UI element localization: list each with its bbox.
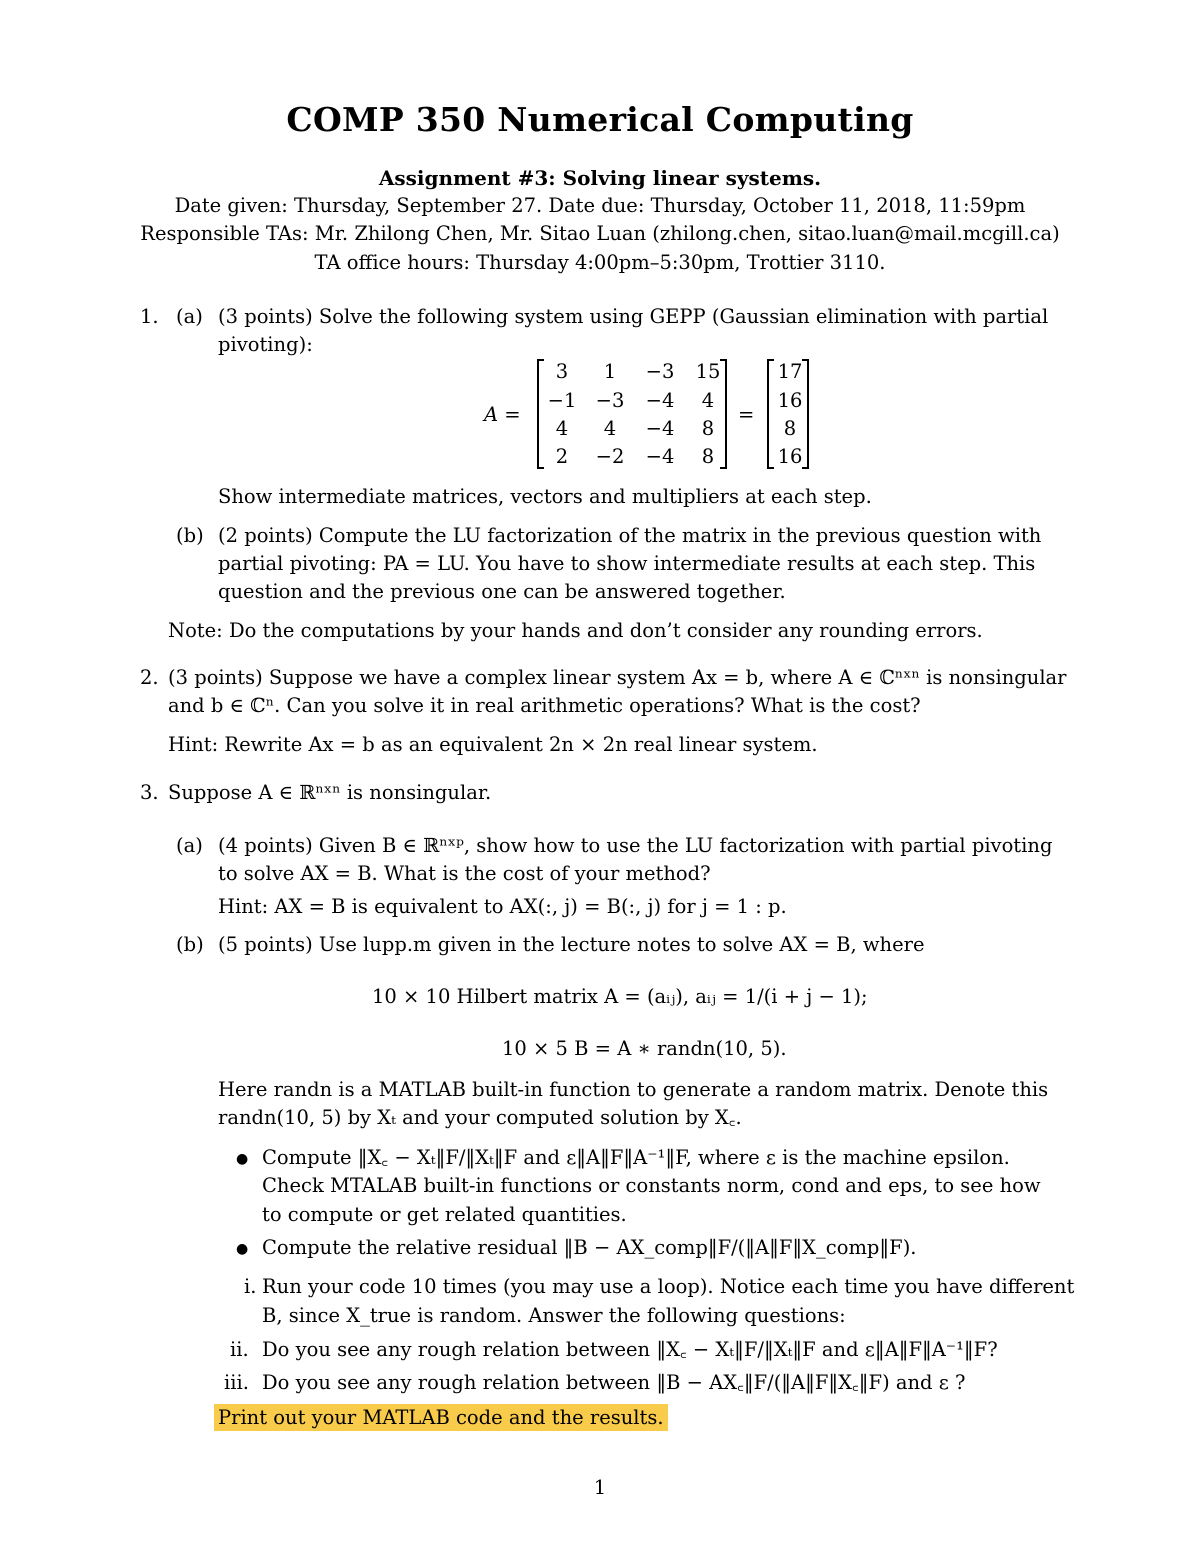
item-i-line1: Run your code 10 times (you may use a loop). Notice each time you have different: [262, 1275, 1075, 1298]
matrix-cell: 4: [701, 389, 715, 412]
rhs-cell: 16: [777, 445, 803, 468]
hilbert-equation: 10 × 10 Hilbert matrix A = (aᵢⱼ), aᵢⱼ = 1/(i + j − 1);: [372, 985, 868, 1008]
matrix-cell: −4: [645, 389, 675, 412]
item-iii-text: Do you see any rough relation between ‖B − AX꜀‖F/(‖A‖F‖X꜀‖F) and ε ?: [262, 1371, 966, 1394]
item-iii-label: iii.: [224, 1371, 249, 1394]
matrix-cell: −3: [645, 360, 675, 383]
dates-line: Date given: Thursday, September 27. Date due: Thursday, October 11, 2018, 11:59pm: [174, 194, 1026, 217]
q1-number: 1.: [140, 305, 159, 328]
q1b-text-line2: partial pivoting: PA = LU. You have to show intermediate results at each step. This: [218, 552, 1036, 575]
matrix-cell: 4: [555, 417, 569, 440]
office-hours-line: TA office hours: Thursday 4:00pm–5:30pm, Trottier 3110.: [314, 251, 886, 274]
q3b-description-line1: Here randn is a MATLAB built-in function to generate a random matrix. Denote this: [218, 1078, 1049, 1101]
matrix-cell: −1: [547, 389, 577, 412]
bullet-1-line1: Compute ‖X꜀ − Xₜ‖F/‖Xₜ‖F and ε‖A‖F‖A⁻¹‖F, where ε is the machine epsilon.: [262, 1146, 1010, 1169]
print-instruction-highlight: Print out your MATLAB code and the results.: [214, 1404, 668, 1431]
q2-text-line2: and b ∈ ℂⁿ. Can you solve it in real arithmetic operations? What is the cost?: [168, 694, 921, 717]
matrix-cell: −2: [595, 445, 625, 468]
item-i-line2: B, since X_true is random. Answer the following questions:: [262, 1304, 846, 1327]
q1b-text-line1: (2 points) Compute the LU factorization of the matrix in the previous question with: [218, 524, 1042, 547]
bullet-1-marker: ●: [236, 1151, 249, 1167]
item-ii-label: ii.: [230, 1338, 249, 1361]
q1a-text-line2: pivoting):: [218, 333, 313, 356]
bullet-2-text: Compute the relative residual ‖B − AX_comp‖F/(‖A‖F‖X_comp‖F).: [262, 1236, 917, 1259]
matrix-cell: 8: [701, 417, 715, 440]
matrix-lhs-label: A =: [484, 403, 521, 426]
q2-text-line1: (3 points) Suppose we have a complex linear system Ax = b, where A ∈ ℂⁿˣⁿ is nonsingular: [168, 666, 1067, 689]
bullet-1-line3: to compute or get related quantities.: [262, 1203, 627, 1226]
q1-note: Note: Do the computations by your hands and don’t consider any rounding errors.: [168, 619, 983, 642]
q1a-label: (a): [176, 305, 203, 328]
q3-number: 3.: [140, 781, 159, 804]
q2-number: 2.: [140, 666, 159, 689]
matrix-cell: 2: [555, 445, 569, 468]
tas-line: Responsible TAs: Mr. Zhilong Chen, Mr. Sitao Luan (zhilong.chen, sitao.luan@mail.mcgill.ca): [140, 222, 1060, 245]
matrix-equals: =: [738, 403, 755, 426]
q3b-label: (b): [176, 933, 204, 956]
q1a-text-line1: (3 points) Solve the following system using GEPP (Gaussian elimination with partial: [218, 305, 1049, 328]
item-ii-text: Do you see any rough relation between ‖X꜀ − Xₜ‖F/‖Xₜ‖F and ε‖A‖F‖A⁻¹‖F?: [262, 1338, 998, 1361]
q3a-hint: Hint: AX = B is equivalent to AX(:, j) = B(:, j) for j = 1 : p.: [218, 895, 787, 918]
matrix-cell: −4: [645, 445, 675, 468]
matrix-cell: 1: [603, 360, 617, 383]
bullet-1-line2: Check MTALAB built-in functions or constants norm, cond and eps, to see how: [262, 1174, 1041, 1197]
q3a-text-line1: (4 points) Given B ∈ ℝⁿˣᵖ, show how to use the LU factorization with partial pivoting: [218, 834, 1053, 857]
matrix-cell: 3: [555, 360, 569, 383]
q3a-label: (a): [176, 834, 203, 857]
q2-hint: Hint: Rewrite Ax = b as an equivalent 2n × 2n real linear system.: [168, 733, 818, 756]
rhs-cell: 17: [777, 360, 803, 383]
q3b-description-line2: randn(10, 5) by Xₜ and your computed solution by X꜀.: [218, 1106, 742, 1129]
page-number: 1: [593, 1476, 607, 1499]
matrix-cell: −4: [645, 417, 675, 440]
q3b-text-line1: (5 points) Use lupp.m given in the lecture notes to solve AX = B, where: [218, 933, 925, 956]
matrix-cell: −3: [595, 389, 625, 412]
q1a-after-text: Show intermediate matrices, vectors and multipliers at each step.: [218, 485, 872, 508]
rhs-cell: 8: [783, 417, 797, 440]
matrix-cell: 15: [695, 360, 721, 383]
bullet-2-marker: ●: [236, 1241, 249, 1257]
assignment-subtitle: Assignment #3: Solving linear systems.: [378, 166, 822, 190]
q1b-text-line3: question and the previous one can be answered together.: [218, 580, 786, 603]
document-title: COMP 350 Numerical Computing: [286, 100, 914, 139]
rhs-cell: 16: [777, 389, 803, 412]
matrix-cell: 8: [701, 445, 715, 468]
q3-intro: Suppose A ∈ ℝⁿˣⁿ is nonsingular.: [168, 781, 492, 804]
q3a-text-line2: to solve AX = B. What is the cost of your method?: [218, 862, 711, 885]
q1b-label: (b): [176, 524, 204, 547]
matrix-cell: 4: [603, 417, 617, 440]
b-matrix-equation: 10 × 5 B = A ∗ randn(10, 5).: [502, 1037, 787, 1060]
item-i-label: i.: [244, 1275, 257, 1298]
